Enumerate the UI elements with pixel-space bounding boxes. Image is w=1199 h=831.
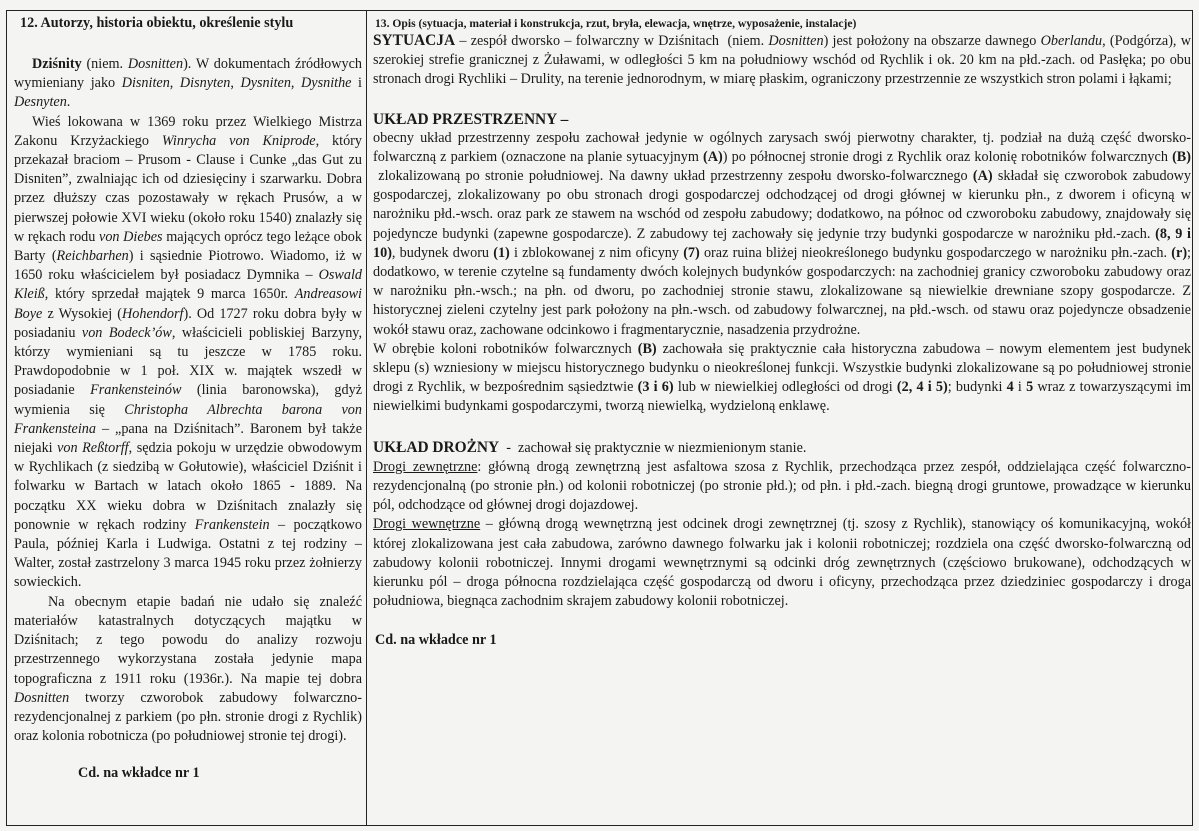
drogi-wewnetrzne-paragraph: Drogi wewnętrzne – główną drogą wewnętrzną jest odcinek drogi zewnętrznej (tj. szosy z Rychlik), stanowiący oś komunikacyjną, wokół której zlokalizowana jest cała zabudowa, zarówno dawnego folwarku jak i kolonii robotniczej; rozdziela ona część dworsko-folwarczną od zabudowy kolonii robotniczej. Innymi drogami wewnętrznymi są odcinki dróg zewnętrznych (częściowo brukowane), odchodzących w kierunku pól – droga północna rozdzielająca część gospodarczą od dworu i oficyny, przechodząca przez dziedziniec gospodarczy i droga południowa, biegnąca zachodnim skrajem zabudowy kolonii robotniczej. bbox=[373, 516, 1191, 610]
kolonia-paragraph: W obrębie koloni robotników folwarcznych (B) zachowała się praktycznie cała historyczna zabudowa – nowym elementem jest budynek sklepu (s) wzniesiony w miejscu historycznego budynku o nieokreślonej funkcji. Wszystkie budynki zlokalizowane są po południowej stronie drogi z Rychlik, w bezpośrednim sąsiedztwie (3 i 6) lub w niewielkiej odległości od drogi (2, 4 i 5); budynki 4 i 5 wraz z towarzyszącymi im niewielkimi budynkami gospodarczymi, tworzą niewielką, wydzieloną enklawę. bbox=[373, 340, 1191, 415]
left-section-header: 12. Autorzy, historia obiektu, określenie stylu bbox=[20, 15, 294, 31]
uklad-przestrzenny-paragraph: obecny układ przestrzenny zespołu zachował jedynie w ogólnych zarysach swój pierwotny charakter, tj. podział na dużą część dworsko-folwarczną z parkiem (oznaczone na planie sytuacyjnym (A)) po północnej stronie drogi z Rychlik oraz kolonię robotników folwarcznych (B) zlokalizowaną po stronie południowej. Na dawny układ przestrzenny zespołu dworsko-folwarcznego (A) składał się czworobok zabudowy gospodarczej, zlokalizowany po obu stronach drogi gospodarczej odchodzącej od drogi głównej w kierunku płn., z dworem i oficyną w narożniku płd.-wsch. oraz park ze stawem na wschód od zespołu zabudowy; dodatkowo, na północ od czworoboku zabudowy, znajdowały się pojedyncze budynki (zapewne gospodarcze). Z zabudowy tej zachowały się jedynie trzy budynki gospodarcze w narożniku płd.-zach. (8, 9 i 10), budynek dworu (1) i zblokowanej z nim oficyny (7) oraz ruina bliżej nieokreślonego budynku gospodarczego w narożniku płn.-zach. (r); dodatkowo, w terenie czytelne są fundamenty dwóch kolejnych budynków gospodarczych: na zachodniej granicy czworoboku zabudowy oraz w narożniku płn.-wsch.; na płn. od dworu, po zachodniej stronie stawu, zlokalizowane są niewielkie drewniane szopy gospodarcze. Z historycznej zieleni czytelny jest park położony na płn.-wsch. od zabudowy folwarcznej, na płd.-wsch. od stawu oraz pojedyncze obsadzenie wokół stawu oraz, zachowane odcinkowo i fragmentarycznie, nasadzenia przydrożne. bbox=[373, 129, 1191, 338]
sytuacja-paragraph: SYTUACJA – zespół dworsko – folwarczny w Dziśnitach (niem. Dosnitten) jest położony na obszarze dawnego Oberlandu, (Podgórza), w szerokiej strefie granicznej z Żuławami, w odległości 5 km na południowy wschód od Rychlik i ok. 20 km na płd.-zach. od Pasłęka; po obu stronach drogi Rychliki – Drulity, na terenie jednorodnym, w miarę płaskim, ograniczony przestrzennie ze wszystkich stron polami i łąkami; bbox=[373, 32, 1191, 88]
drogi-zewnetrzne-paragraph: Drogi zewnętrzne: główną drogą zewnętrzną jest asfaltowa szosa z Rychlik, przechodząca przez zespół, oddzielająca część folwarczno-rezydencjonalną (po stronie płn.) od kolonii robotniczej (po stronie płd.); od płn. i płd.-zach. biegną drogi gruntowe, prowadzące w kierunku pól, odchodzące od głównej drogi dojazdowej. bbox=[373, 458, 1192, 514]
intro-paragraph: Dziśnity (niem. Dosnitten). W dokumentach źródłowych wymieniany jako Disniten, Disnyten, Dysniten, Dysnithe i Desnyten. bbox=[14, 56, 363, 111]
right-continued-note: Cd. na wkładce nr 1 bbox=[375, 632, 497, 649]
left-continued-note: Cd. na wkładce nr 1 bbox=[78, 765, 200, 782]
history-paragraph: Wieś lokowana w 1369 roku przez Wielkiego Mistrza Zakonu Krzyżackiego Winrycha von Kniprode, który przekazał braciom – Prusom - Clause i Cunke „das Gut zu Disniten”, zwalniając ich od dziesięciny i szarwarku. Dobra przez dłuższy czas pozostawały w rękach Prusów, a w pierwszej połowie XVI wieku (około roku 1540) znalazły się w rękach rodu von Diebes mających oprócz tego leżące obok Barty (Reichbarhen) i sąsiednie Piotrowo. Wiadomo, iż w 1650 roku właścicielem był posiadacz Dymnika – Oswald Kleiß, który sprzedał majątek 9 marca 1650r. Andreasowi Boye z Wysokiej (Hohendorf). Od 1727 roku dobra były w posiadaniu von Bodeck’ów, właścicieli pobliskiej Barzyny, którzy wymieniani są tu jeszcze w 1785 roku. Prawdopodobnie w 1 poł. XIX w. majątek wszedł w posiadanie Frankensteinów (linia baronowska), gdyż wymienia się Christopha Albrechta barona von Frankensteina – „pana na Dziśnitach”. Baronem był także niejaki von Reßtorff, sędzia pokoju w urzędzie obwodowym w Rychlikach (z siedzibą w Gołutowie), właściciel Dziśnit i folwarku w Bartach w latach około 1865 - 1889. Na początku XX wieku dobra w Dziśnitach znalazły się ponownie w rękach rodziny Frankenstein – początkowo Paula, później Karla i Ludwiga. Ostatni z tej rodziny – Walter, został zastrzelony 3 marca 1945 roku przez żołnierzy sowieckich. bbox=[14, 113, 363, 591]
uklad-przestrzenny-title: UKŁAD PRZESTRZENNY – bbox=[373, 110, 569, 128]
uklad-drozny-paragraph: UKŁAD DROŻNY - zachował się praktycznie w niezmienionym stanie. bbox=[373, 438, 807, 456]
research-paragraph: Na obecnym etapie badań nie udało się znaleźć materiałów katastralnych dotyczących majątku w Dziśnitach; z tego powodu do analizy rozwoju przestrzennego wykorzystana została jedynie mapa topograficzna z 1911 roku (1936r.). Na mapie tej dobra Dosnitten tworzy czworobok zabudowy folwarczno-rezydencjonalnej z parkiem (po płn. stronie drogi z Rychlik) oraz kolonia robotnicza (po południowej stronie tej drogi). bbox=[14, 593, 362, 745]
right-section-header: 13. Opis (sytuacja, materiał i konstrukcja, rzut, bryła, elewacja, wnętrze, wyposażenie, instalacje) bbox=[375, 17, 857, 30]
column-divider bbox=[366, 10, 367, 826]
left-column bbox=[14, 16, 362, 783]
right-column bbox=[373, 16, 1191, 650]
